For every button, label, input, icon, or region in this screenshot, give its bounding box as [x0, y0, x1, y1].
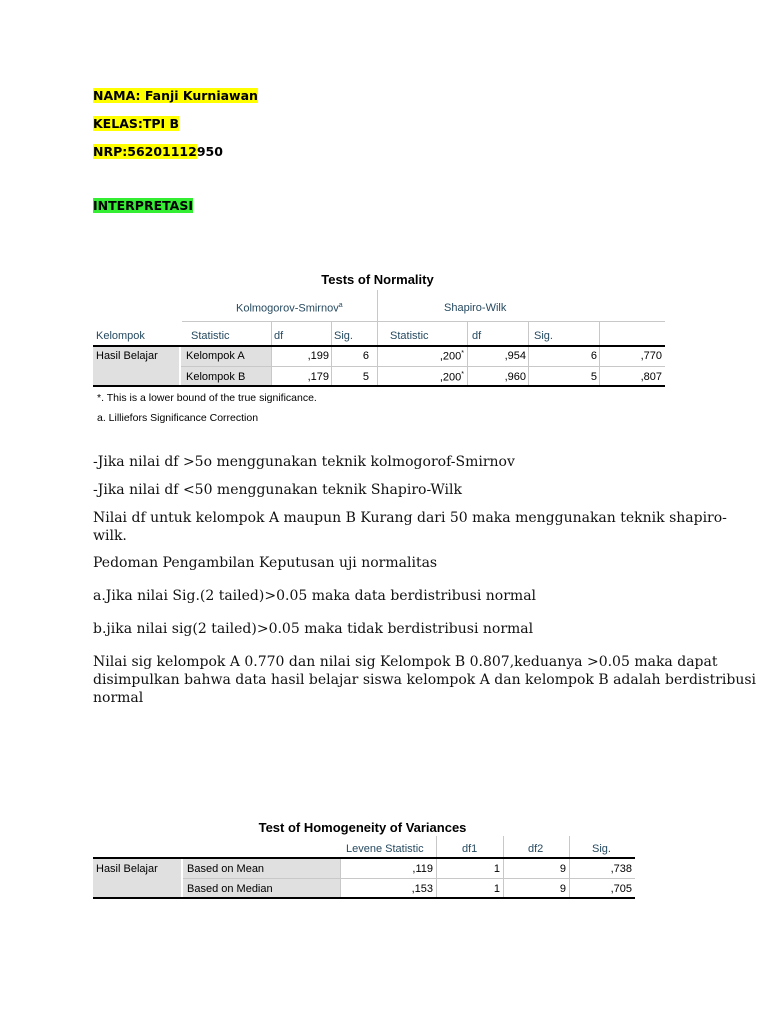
- nrp-line: NRP:56201112950: [93, 144, 223, 159]
- sw-group-header: Shapiro-Wilk: [444, 302, 507, 314]
- col-statistic-sw: Statistic: [390, 330, 429, 342]
- paragraph-guideline-heading: Pedoman Pengambilan Keputusan uji normalitas: [93, 555, 438, 571]
- col-df-ks: df: [274, 330, 284, 342]
- ks-group-header: Kolmogorov-Smirnov$^a$: [236, 302, 343, 315]
- normality-footnote-1: *. This is a lower bound of the true significance.: [97, 392, 317, 404]
- normality-row-header: Hasil Belajar: [96, 350, 158, 362]
- homogeneity-row-header: Hasil Belajar: [96, 863, 158, 875]
- paragraph-final-conclusion: Nilai sig kelompok A 0.770 dan nilai sig Kelompok B 0.807,keduanya >0.05 maka dapat disimpulkan bahwa data hasil belajar siswa kelompok A dan kelompok B adalah berdistribusi normal: [93, 654, 757, 706]
- col-statistic-ks: Statistic: [191, 330, 230, 342]
- name-line: NAMA: Fanji Kurniawan: [93, 88, 258, 103]
- paragraph-rule-b: b.jika nilai sig(2 tailed)>0.05 maka tidak berdistribusi normal: [93, 621, 534, 637]
- col-sig: Sig.: [592, 843, 611, 855]
- class-line: KELAS:TPI B: [93, 116, 180, 131]
- col-sig-ks: Sig.: [334, 330, 353, 342]
- paragraph-rule-a: a.Jika nilai Sig.(2 tailed)>0.05 maka data berdistribusi normal: [93, 588, 537, 604]
- homogeneity-title: Test of Homogeneity of Variances: [258, 820, 467, 835]
- normality-title: Tests of Normality: [321, 272, 434, 287]
- col-sig-sw: Sig.: [534, 330, 553, 342]
- normality-footnote-2: a. Lilliefors Significance Correction: [97, 412, 259, 424]
- paragraph-ks-rule: -Jika nilai df >5o menggunakan teknik kolmogorof-Smirnov: [93, 454, 515, 470]
- col-df1: df1: [462, 843, 478, 855]
- paragraph-df-conclusion: Nilai df untuk kelompok A maupun B Kurang dari 50 maka menggunakan teknik shapiro- wilk.: [93, 510, 727, 544]
- col-levene: Levene Statistic: [346, 843, 424, 855]
- col-kelompok: Kelompok: [96, 330, 145, 342]
- section-heading: INTERPRETASI: [93, 198, 194, 213]
- col-df2: df2: [528, 843, 544, 855]
- paragraph-sw-rule: -Jika nilai df <50 menggunakan teknik Shapiro-Wilk: [93, 482, 462, 498]
- col-df-sw: df: [472, 330, 482, 342]
